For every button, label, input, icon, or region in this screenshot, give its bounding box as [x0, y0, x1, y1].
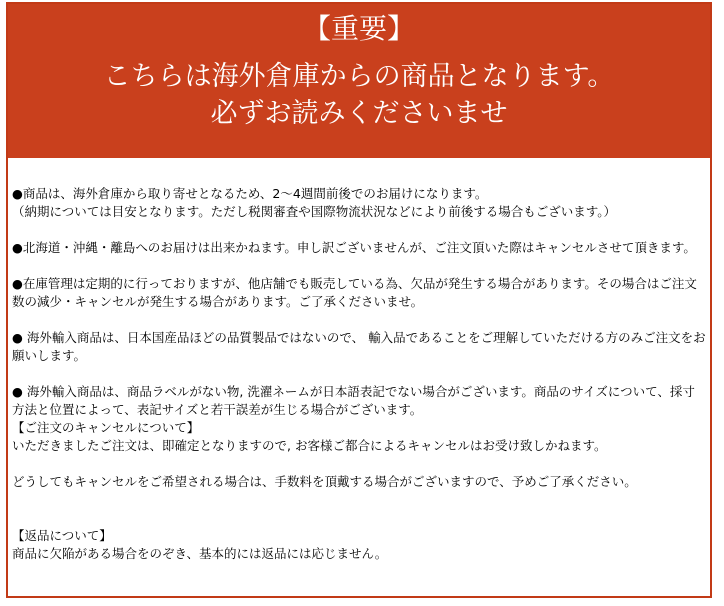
banner-title: 【重要】	[302, 12, 415, 45]
spacer	[12, 509, 706, 527]
cancel-text-2: どうしてもキャンセルをご希望される場合は、手数料を頂戴する場合がございますので、予めご了承ください。	[12, 474, 637, 489]
cancel-heading: 【ご注文のキャンセルについて】	[12, 420, 200, 435]
important-banner	[8, 4, 710, 158]
notice-frame	[6, 2, 712, 598]
notice-remote-areas: ●北海道・沖縄・離島へのお届けは出来かねます。申し訳ございませんが、ご注文頂いた際はキャンセルさせて頂きます。	[12, 240, 696, 255]
notice-stock: ●在庫管理は定期的に行っておりますが、他店舗でも販売している為、欠品が発生する場合があります。その場合はご注文数の減少・キャンセルが発生する場合があります。ご了承くださいませ。	[12, 276, 697, 309]
notice-import-quality: ● 海外輸入商品は、日本国産品ほどの品質製品ではないので、 輸入品であることをご理解していただける方のみご注文をお願いします。	[12, 330, 706, 363]
returns-text: 商品に欠陥がある場合をのぞき、基本的には返品には応じません。	[12, 546, 388, 561]
notice-labels-sizes: ● 海外輸入商品は、商品ラベルがない物, 洗濯ネームが日本語表記でない場合がございます。商品のサイズについて、採寸方法と位置によって、表記サイズと若干誤差が生じる場合がございます。	[12, 384, 695, 417]
banner-line-overseas: こちらは海外倉庫からの商品となります。	[103, 61, 615, 92]
banner-line-please-read: 必ずお読みくださいませ	[210, 98, 508, 129]
notice-delivery: ●商品は、海外倉庫から取り寄せとなるため、2～4週間前後でのお届けになります。 （納期については目安となります。ただし税関審査や国際物流状況などにより前後する場合もございます。）	[12, 186, 617, 219]
cancel-text-1: いただきましたご注文は、即確定となりますので, お客様ご都合によるキャンセルはお受け致しかねます。	[12, 438, 607, 453]
returns-heading: 【返品について】	[12, 528, 112, 543]
notice-body	[8, 158, 710, 563]
